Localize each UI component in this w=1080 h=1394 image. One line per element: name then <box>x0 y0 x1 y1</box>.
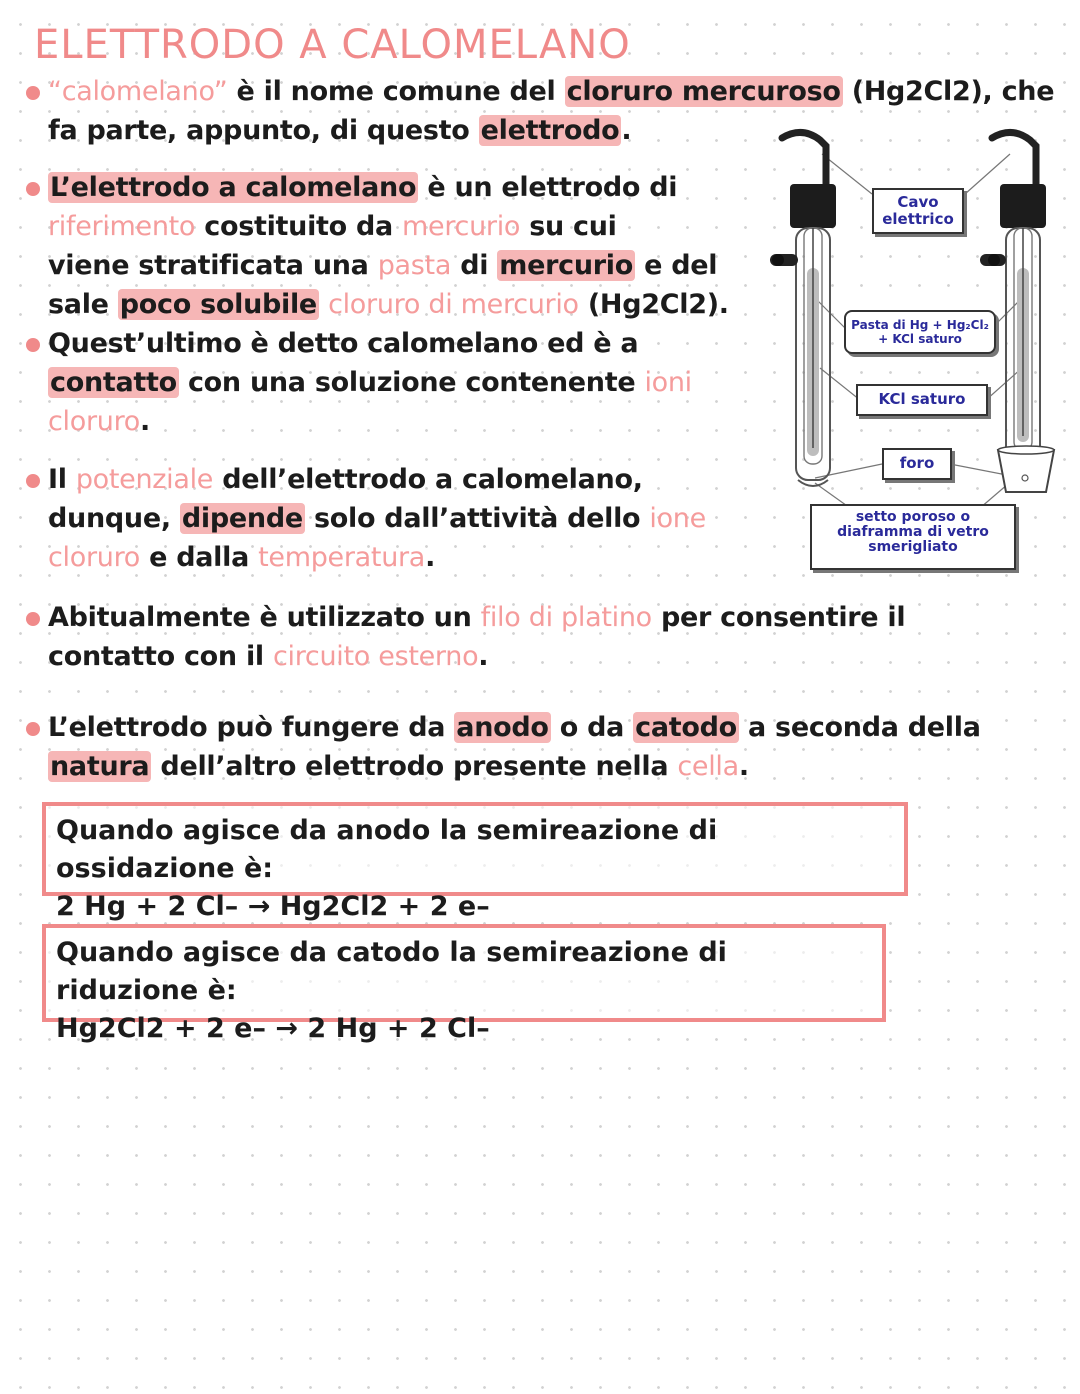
bullet <box>26 722 40 736</box>
oxidation-description: Quando agisce da anodo la semireazione di ossidazione è: <box>56 815 718 884</box>
text: . <box>738 751 749 782</box>
text: fa parte, appunto, di questo <box>48 115 479 146</box>
label-cable <box>872 188 964 234</box>
text <box>319 289 328 320</box>
text: o da <box>550 712 634 743</box>
term-anodo: anodo <box>456 712 549 743</box>
text: . <box>140 406 150 437</box>
label-paste-line2: + KCl saturo <box>878 332 962 346</box>
term-temperatura: temperatura <box>258 542 426 573</box>
text: e dalla <box>140 542 259 573</box>
term-cella: cella <box>677 751 739 782</box>
term-filo-di-platino: filo di platino <box>480 602 652 633</box>
oxidation-equation: 2 Hg + 2 Cl– → Hg2Cl2 + 2 e– <box>56 891 490 922</box>
paragraph-potential <box>48 460 768 577</box>
term-ione: ione <box>649 503 706 534</box>
term-cloruro-mercuroso: cloruro mercuroso <box>566 76 841 107</box>
text: di <box>451 250 498 281</box>
term-circuito-esterno: circuito esterno <box>272 641 479 672</box>
text: dunque, <box>48 503 180 534</box>
term-elettrodo-calomelano: L’elettrodo a calomelano <box>50 172 417 203</box>
label-septum <box>810 504 1016 570</box>
text: . <box>425 542 436 573</box>
text: L’elettrodo può fungere da <box>48 712 455 743</box>
text: contatto con il <box>48 641 273 672</box>
calomel-electrode-diagram <box>760 128 1060 578</box>
reduction-description: Quando agisce da catodo la semireazione di riduzione è: <box>56 937 727 1006</box>
text: è il nome comune del <box>227 76 565 107</box>
text: (Hg2Cl2). <box>578 289 729 320</box>
text: . <box>621 115 632 146</box>
term-natura: natura <box>50 751 150 782</box>
term-cloruro-2: cloruro <box>48 542 141 573</box>
text: su cui <box>520 211 617 242</box>
paragraph-definition <box>48 168 768 324</box>
label-septum-line3: smerigliato <box>868 539 958 555</box>
oxidation-reaction-box <box>42 802 908 922</box>
text: viene stratificata una <box>48 250 378 281</box>
text: dell’altro elettrodo presente nella <box>151 751 678 782</box>
text: costituito da <box>195 211 403 242</box>
bullet <box>26 338 40 352</box>
term-mercurio: mercurio <box>402 211 521 242</box>
term-cloruro-di-mercurio: cloruro di mercurio <box>328 289 579 320</box>
label-hole: foro <box>882 448 952 480</box>
text: Quest’ultimo è detto calomelano ed è a <box>48 328 639 359</box>
text: con una soluzione contenente <box>178 367 645 398</box>
term-calomelano: “calomelano” <box>48 76 228 107</box>
paragraph-platinum-wire <box>48 598 1048 676</box>
text: e del <box>635 250 718 281</box>
paragraph-anode-cathode <box>48 708 1058 786</box>
label-paste <box>844 310 996 354</box>
term-mercurio-2: mercurio <box>499 250 633 281</box>
bullet <box>26 182 40 196</box>
text: dell’elettrodo a calomelano, <box>213 464 643 495</box>
bullet <box>26 86 40 100</box>
bullet <box>26 474 40 488</box>
label-paste-line1: Pasta di Hg + Hg₂Cl₂ <box>851 318 989 332</box>
term-contatto: contatto <box>50 367 177 398</box>
label-septum-line2: diaframma di vetro <box>837 524 989 540</box>
paragraph-calomelano-contact <box>48 324 768 441</box>
term-ioni: ioni <box>644 367 692 398</box>
term-catodo: catodo <box>635 712 737 743</box>
term-pasta: pasta <box>377 250 452 281</box>
text: sale <box>48 289 118 320</box>
text: (Hg2Cl2), che <box>842 76 1055 107</box>
term-dipende: dipende <box>181 503 303 534</box>
term-elettrodo: elettrodo <box>480 115 620 146</box>
text: è un elettrodo di <box>418 172 678 203</box>
term-poco-solubile: poco solubile <box>119 289 317 320</box>
text: Il <box>48 464 76 495</box>
bullet <box>26 612 40 626</box>
page-title: ELETTRODO A CALOMELANO <box>34 22 631 68</box>
label-kcl: KCl saturo <box>856 384 988 416</box>
text: a seconda della <box>738 712 981 743</box>
label-cable-line1: Cavo <box>897 193 939 211</box>
reduction-equation: Hg2Cl2 + 2 e– → 2 Hg + 2 Cl– <box>56 1013 490 1044</box>
text: solo dall’attività dello <box>304 503 650 534</box>
term-potenziale: potenziale <box>75 464 214 495</box>
text: . <box>478 641 489 672</box>
label-cable-line2: elettrico <box>882 210 954 228</box>
reduction-reaction-box <box>42 924 886 1044</box>
term-riferimento: riferimento <box>48 211 196 242</box>
text: Abitualmente è utilizzato un <box>48 602 481 633</box>
label-septum-line1: setto poroso o <box>855 509 971 525</box>
term-cloruro: cloruro <box>48 406 141 437</box>
text: per consentire il <box>651 602 906 633</box>
